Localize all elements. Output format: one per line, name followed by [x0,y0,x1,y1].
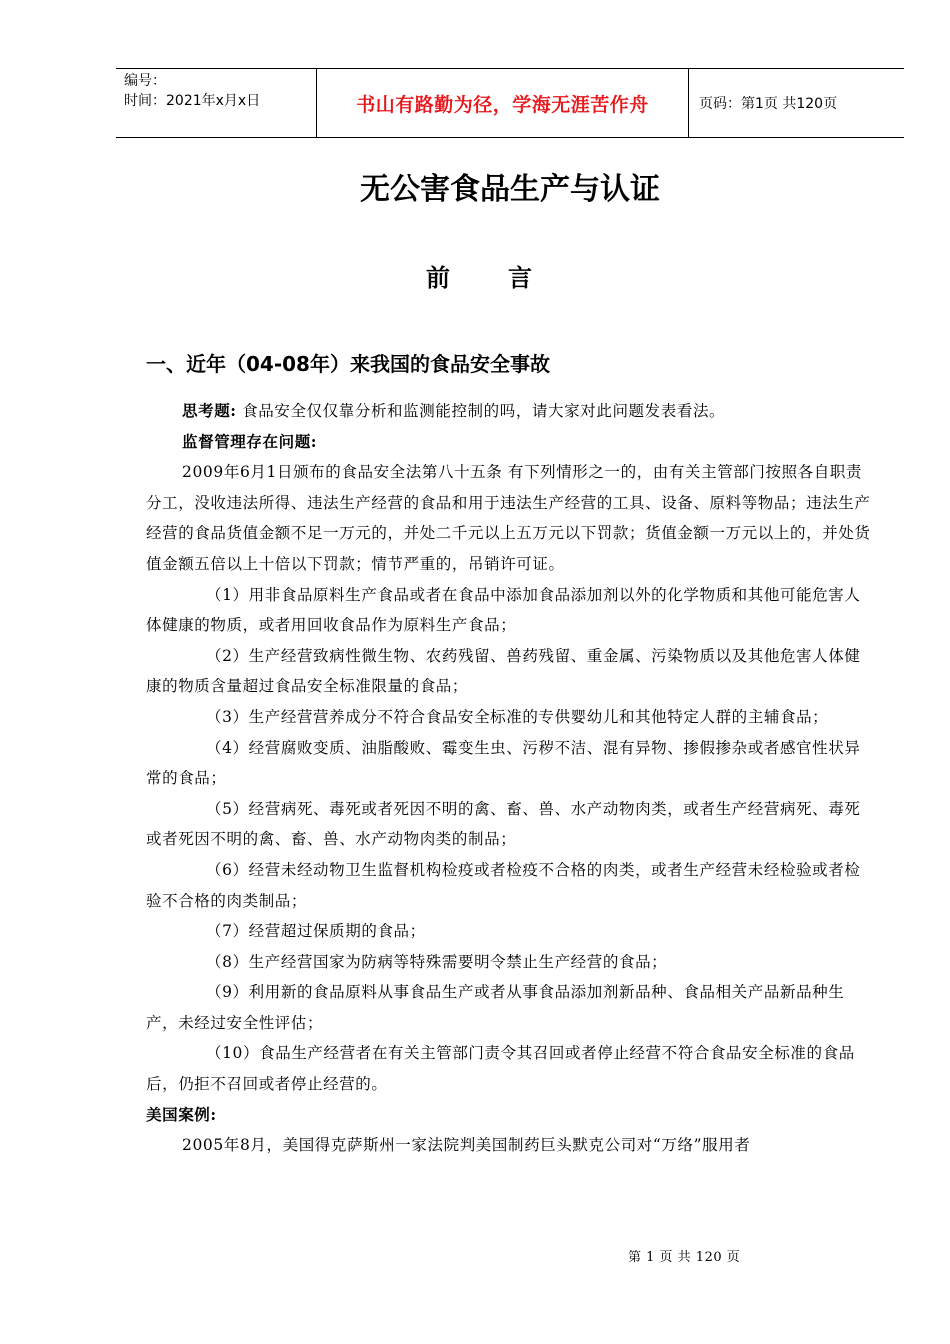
header-meta [116,69,316,137]
page-header [116,68,904,138]
list-item: （4）经营腐败变质、油脂酸败、霉变生虫、污秽不洁、混有异物、掺假掺杂或者感官性状异常的食品； [146,738,861,788]
think-label: 思考题: [182,401,237,420]
law-intro: 2009年6月1日颁布的食品安全法第八十五条 有下列情形之一的，由有关主管部门按照各自职责分工，没收违法所得、违法生产经营的食品和用于违法生产经营的工具、设备、原料等物品；违法生产经营的食品货值金额不足一万元的，并处二千元以上五万元以下罚款；货值金额一万元以上的，并处货值金额五倍以上十倍以下罚款；情节严重的，吊销许可证。 [146,463,871,573]
list-item: （6）经营未经动物卫生监督机构检疫或者检疫不合格的肉类，或者生产经营未经检验或者检验不合格的肉类制品； [146,860,861,910]
list-item: （2）生产经营致病性微生物、农药残留、兽药残留、重金属、污染物质以及其他危害人体健康的物质含量超过食品安全标准限量的食品； [146,646,861,696]
page-footer: 第 1 页 共 120 页 [628,1250,741,1265]
think-question [146,396,876,427]
think-text: 食品安全仅仅靠分析和监测能控制的吗，请大家对此问题发表看法。 [242,402,726,420]
header-date: 时间：2021年x月x日 [124,93,261,109]
list-item: （9）利用新的食品原料从事食品生产或者从事食品添加剂新品种、食品相关产品新品种生产，未经过安全性评估； [146,983,845,1032]
header-number: 编号： [124,73,166,89]
list-item: （1）用非食品原料生产食品或者在食品中添加食品添加剂以外的化学物质和其他可能危害人体健康的物质，或者用回收食品作为原料生产食品； [146,585,861,635]
list-item: （7）经营超过保质期的食品； [206,922,426,941]
us-case-label: 美国案例: [146,1104,217,1124]
document-body [146,396,876,1161]
document-title: 无公害食品生产与认证 [360,172,660,207]
us-case-text: 2005年8月，美国得克萨斯州一家法院判美国制药巨头默克公司对“万络”服用者 [182,1136,751,1155]
list-item: （3）生产经营营养成分不符合食品安全标准的专供婴幼儿和其他特定人群的主辅食品； [206,707,829,726]
header-page-info: 页码：第1页 共120页 [699,96,838,112]
section-heading: 一、近年（04-08年）来我国的食品安全事故 [146,352,550,376]
preface-heading: 前言 [426,264,590,292]
list-item: （10）食品生产经营者在有关主管部门责令其召回或者停止经营不符合食品安全标准的食品后，仍拒不召回或者停止经营的。 [146,1044,855,1094]
list-item: （8）生产经营国家为防病等特殊需要明令禁止生产经营的食品； [206,952,668,971]
supervision-label: 监督管理存在问题: [182,431,318,451]
list-item: （5）经营病死、毒死或者死因不明的禽、畜、兽、水产动物肉类，或者生产经营病死、毒死或者死因不明的禽、畜、兽、水产动物肉类的制品； [146,799,861,849]
header-motto: 书山有路勤为径，学海无涯苦作舟 [316,69,689,137]
